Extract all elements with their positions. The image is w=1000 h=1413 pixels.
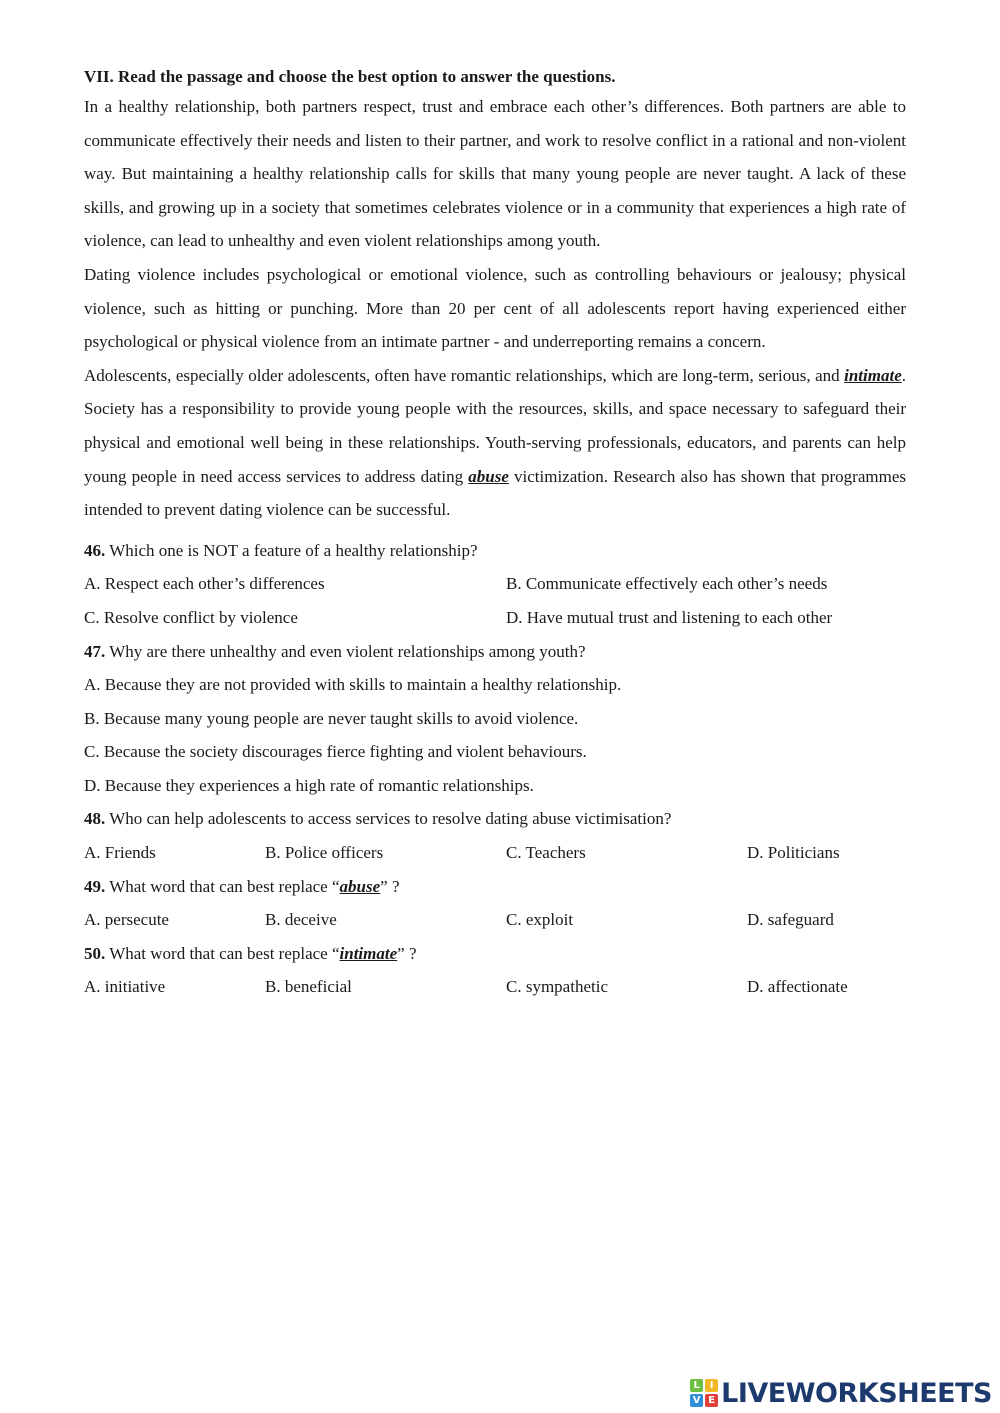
worksheet-page — [84, 63, 906, 1004]
option-c[interactable]: C. sympathetic — [506, 977, 608, 997]
question-text: ” ? — [380, 876, 400, 896]
option-b[interactable]: B. Communicate effectively each other’s needs — [506, 574, 828, 594]
question-text: Which one is NOT a feature of a healthy relationship? — [105, 540, 478, 560]
keyword-intimate: intimate — [339, 943, 398, 963]
option-b[interactable]: B. deceive — [265, 910, 337, 930]
keyword-abuse: abuse — [468, 466, 509, 486]
passage-paragraph-2: Dating violence includes psychological or emotional violence, such as controlling behaviours or jealousy; physical violence, such as hitting or punching. More than 20 per cent of all adolescents report having experienced either psychological or physical violence from an intimate partner - and underreporting remains a concern. — [84, 264, 906, 352]
option-d[interactable]: D. Have mutual trust and listening to each other — [506, 607, 833, 627]
live-blocks-icon — [690, 1379, 718, 1407]
option-b[interactable]: B. beneficial — [265, 977, 352, 997]
question-49 — [84, 870, 906, 937]
option-c[interactable]: C. exploit — [506, 910, 574, 930]
reading-passage — [84, 90, 906, 527]
question-number: 49. — [84, 876, 106, 896]
option-b[interactable]: B. Police officers — [265, 843, 384, 863]
question-number: 48. — [84, 809, 106, 829]
option-d[interactable]: D. Politicians — [747, 843, 840, 863]
option-d[interactable]: D. affectionate — [747, 977, 848, 997]
question-text: What word that can best replace “ — [105, 876, 340, 896]
passage-paragraph-3 — [84, 359, 906, 527]
logo-wordmark: LIVEWORKSHEETS — [721, 1377, 992, 1409]
option-b[interactable]: B. Because many young people are never taught skills to avoid violence. — [84, 708, 579, 728]
question-number: 50. — [84, 943, 106, 963]
question-text: What word that can best replace “ — [105, 943, 340, 963]
options-row — [84, 970, 906, 1004]
question-46 — [84, 534, 906, 635]
question-stem — [84, 635, 906, 669]
logo-block-l: L — [690, 1379, 703, 1392]
logo-block-i: I — [705, 1379, 718, 1392]
option-d[interactable]: D. Because they experiences a high rate of romantic relationships. — [84, 775, 534, 795]
question-text: Who can help adolescents to access services to resolve dating abuse victimisation? — [105, 809, 672, 829]
option-c[interactable]: C. Teachers — [506, 843, 586, 863]
passage-paragraph-1: In a healthy relationship, both partners respect, trust and embrace each other’s differences. Both partners are able to communicate effectively their needs and listen to their partner, and work to resolve conflict in a rational and non-violent way. But maintaining a healthy relationship calls for skills that many young people are never taught. A lack of these skills, and growing up in a society that sometimes celebrates violence or in a community that experiences a high rate of violence, can lead to unhealthy and even violent relationships among youth. — [84, 97, 906, 251]
options-row — [84, 836, 906, 870]
section-heading: VII. Read the passage and choose the best option to answer the questions. — [84, 67, 616, 86]
question-stem — [84, 870, 906, 904]
question-stem — [84, 534, 906, 568]
passage-text: Adolescents, especially older adolescents, often have romantic relationships, which are long-term, serious, and — [84, 365, 845, 385]
option-a[interactable]: A. Because they are not provided with skills to maintain a healthy relationship. — [84, 675, 622, 695]
option-c[interactable]: C. Resolve conflict by violence — [84, 607, 298, 627]
question-47 — [84, 635, 906, 803]
question-48 — [84, 802, 906, 869]
options-grid — [84, 567, 906, 634]
question-number: 46. — [84, 540, 106, 560]
question-number: 47. — [84, 641, 106, 661]
options-row — [84, 903, 906, 937]
question-stem — [84, 937, 906, 971]
option-a[interactable]: A. Respect each other’s differences — [84, 574, 325, 594]
question-list — [84, 534, 906, 1004]
question-50 — [84, 937, 906, 1004]
passage-text: victimization. Research also has shown that programmes intended to prevent dating violence can be successful. — [84, 466, 906, 520]
keyword-intimate: intimate — [844, 365, 902, 385]
option-a[interactable]: A. persecute — [84, 910, 169, 930]
logo-block-e: E — [705, 1394, 718, 1407]
passage-text: . Society has a responsibility to provide young people with the resources, skills, and space necessary to safeguard their physical and emotional well being in these relationships. Youth-serving professionals, educators, and parents can help young people in need access services to address dating — [84, 365, 906, 486]
question-stem — [84, 802, 906, 836]
liveworksheets-logo[interactable] — [690, 1376, 992, 1410]
option-c[interactable]: C. Because the society discourages fierce fighting and violent behaviours. — [84, 742, 587, 762]
question-text: ” ? — [397, 943, 417, 963]
keyword-abuse: abuse — [339, 876, 381, 896]
option-d[interactable]: D. safeguard — [747, 910, 834, 930]
question-text: Why are there unhealthy and even violent relationships among youth? — [105, 641, 586, 661]
option-a[interactable]: A. Friends — [84, 843, 156, 863]
logo-block-v: V — [690, 1394, 703, 1407]
option-a[interactable]: A. initiative — [84, 977, 166, 997]
